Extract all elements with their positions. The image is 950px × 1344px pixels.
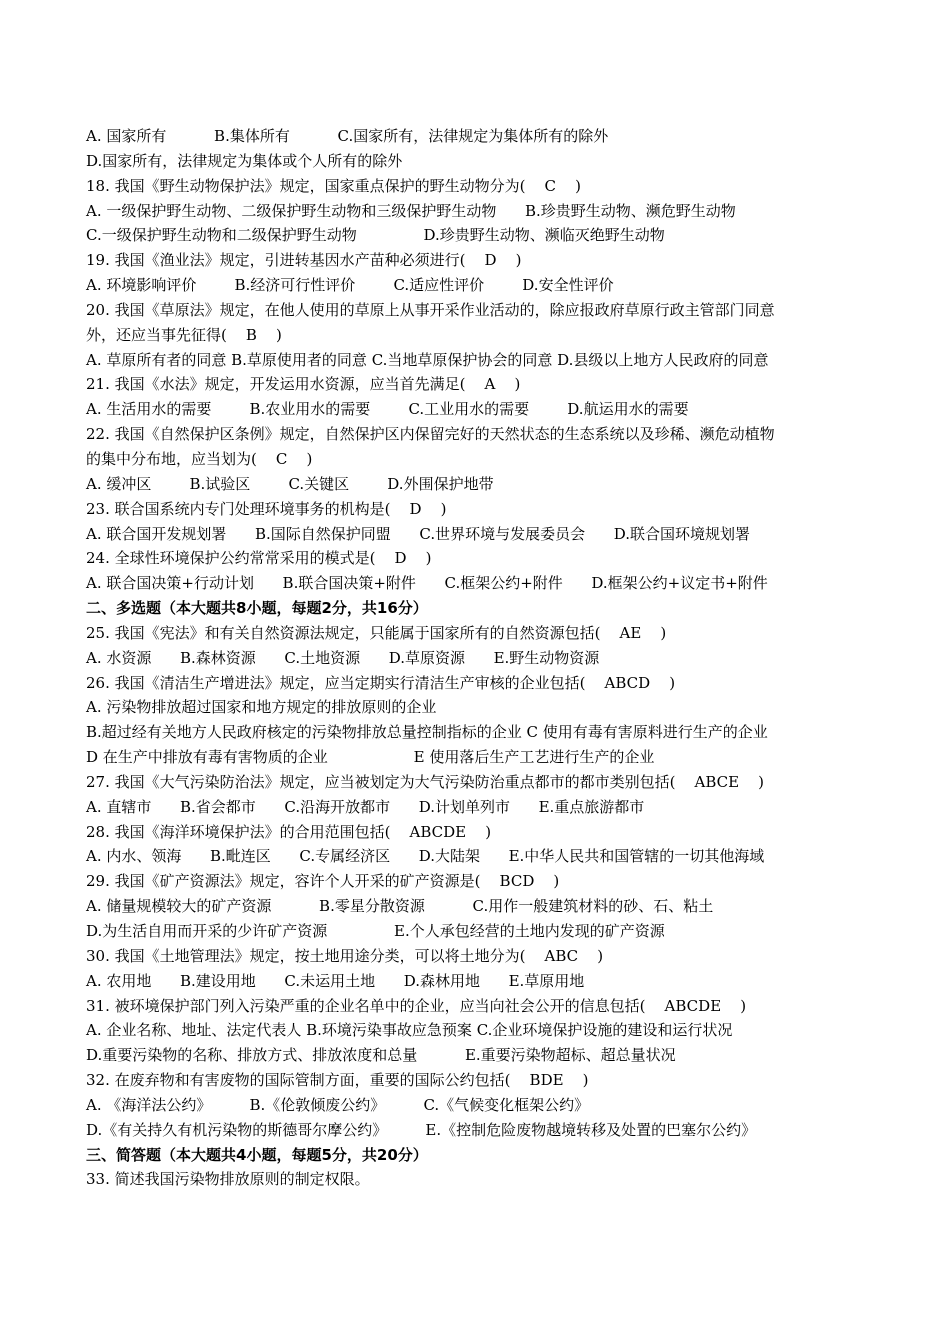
text-line: 的集中分布地，应当划为( C ) <box>86 449 313 468</box>
text-line: A. 水资源 B.森林资源 C.土地资源 D.草原资源 E.野生动物资源 <box>86 648 600 667</box>
text-line: 31. 被环境保护部门列入污染严重的企业名单中的企业，应当向社会公开的信息包括( ABCDE ) <box>86 996 747 1015</box>
text-line: 外，还应当事先征得( B ) <box>86 325 282 344</box>
text-line: A. 储量规模较大的矿产资源 B.零星分散资源 C.用作一般建筑材料的砂、石、粘土 <box>86 897 714 916</box>
text-line: A. 联合国决策+行动计划 B.联合国决策+附件 C.框架公约+附件 D.框架公约+议定书+附件 <box>86 574 768 593</box>
text-line: C.一级保护野生动物和二级保护野生动物 D.珍贵野生动物、濒临灭绝野生动物 <box>86 226 665 245</box>
text-line: 33. 简述我国污染物排放原则的制定权限。 <box>86 1170 370 1189</box>
text-line: 18. 我国《野生动物保护法》规定，国家重点保护的野生动物分为( C ) <box>86 176 581 195</box>
text-line: A. 一级保护野生动物、二级保护野生动物和三级保护野生动物 B.珍贵野生动物、濒危野生动物 <box>86 201 736 220</box>
text-line: A. 《海洋法公约》 B.《伦敦倾废公约》 C.《气候变化框架公约》 <box>86 1095 590 1114</box>
text-line: D 在生产中排放有毒有害物质的企业 E 使用落后生产工艺进行生产的企业 <box>86 748 655 767</box>
section-heading: 二、多选题（本大题共8小题，每题2分，共16分） <box>86 599 428 618</box>
text-line: 28. 我国《海洋环境保护法》的合用范围包括( ABCDE ) <box>86 822 492 841</box>
text-line: A. 国家所有 B.集体所有 C.国家所有，法律规定为集体所有的除外 <box>86 127 609 145</box>
text-line: 29. 我国《矿产资源法》规定，容许个人开采的矿产资源是( BCD ) <box>86 872 560 891</box>
text-line: 22. 我国《自然保护区条例》规定，自然保护区内保留完好的天然状态的生态系统以及珍稀、濒危动植物 <box>86 425 775 444</box>
document-page <box>86 124 866 1192</box>
text-line: 24. 全球性环境保护公约常常采用的模式是( D ) <box>86 549 432 568</box>
text-line: D.国家所有，法律规定为集体或个人所有的除外 <box>86 151 403 170</box>
text-line: 23. 联合国系统内专门处理环境事务的机构是( D ) <box>86 499 447 518</box>
text-line: D.为生活自用而开采的少许矿产资源 E.个人承包经营的土地内发现的矿产资源 <box>86 922 665 940</box>
text-line: A. 草原所有者的同意 B.草原使用者的同意 C.当地草原保护协会的同意 D.县级以上地方人民政府的同意 <box>86 350 769 369</box>
text-line: A. 企业名称、地址、法定代表人 B.环境污染事故应急预案 C.企业环境保护设施的建设和运行状况 <box>86 1021 733 1040</box>
text-line: A. 环境影响评价 B.经济可行性评价 C.适应性评价 D.安全性评价 <box>86 276 614 295</box>
text-line: A. 污染物排放超过国家和地方规定的排放原则的企业 <box>86 698 437 717</box>
text-line: 19. 我国《渔业法》规定，引进转基因水产苗种必须进行( D ) <box>86 251 522 270</box>
text-line: A. 联合国开发规划署 B.国际自然保护同盟 C.世界环境与发展委员会 D.联合国环境规划署 <box>86 524 750 543</box>
text-line: 32. 在废弃物和有害废物的国际管制方面，重要的国际公约包括( BDE ) <box>86 1071 589 1090</box>
text-line: A. 缓冲区 B.试验区 C.关键区 D.外围保护地带 <box>86 474 494 493</box>
text-line: 20. 我国《草原法》规定，在他人使用的草原上从事开采作业活动的，除应报政府草原行政主管部门同意 <box>86 300 775 319</box>
text-line: 21. 我国《水法》规定，开发运用水资源，应当首先满足( A ) <box>86 375 521 394</box>
text-line: A. 生活用水的需要 B.农业用水的需要 C.工业用水的需要 D.航运用水的需要 <box>86 400 689 419</box>
section-heading: 三、简答题（本大题共4小题，每题5分，共20分） <box>86 1145 428 1164</box>
text-line: 26. 我国《清洁生产增进法》规定，应当定期实行清洁生产审核的企业包括( ABCD ) <box>86 673 676 692</box>
text-line: A. 直辖市 B.省会都市 C.沿海开放都市 D.计划单列市 E.重点旅游都市 <box>86 797 645 816</box>
text-line: D.重要污染物的名称、排放方式、排放浓度和总量 E.重要污染物超标、超总量状况 <box>86 1046 676 1065</box>
text-line: D.《有关持久有机污染物的斯德哥尔摩公约》 E.《控制危险废物越境转移及处置的巴塞尔公约》 <box>86 1120 757 1139</box>
text-line: A. 内水、领海 B.毗连区 C.专属经济区 D.大陆架 E.中华人民共和国管辖的一切其他海域 <box>86 847 765 866</box>
text-line: B.超过经有关地方人民政府核定的污染物排放总量控制指标的企业 C 使用有毒有害原料进行生产的企业 <box>86 723 768 742</box>
text-line: 30. 我国《土地管理法》规定，按土地用途分类，可以将土地分为( ABC ) <box>86 946 604 965</box>
text-line: 27. 我国《大气污染防治法》规定，应当被划定为大气污染防治重点都市的都市类别包括( ABCE ) <box>86 772 765 791</box>
text-line: 25. 我国《宪法》和有关自然资源法规定，只能属于国家所有的自然资源包括( AE ) <box>86 623 667 642</box>
text-line: A. 农用地 B.建设用地 C.未运用土地 D.森林用地 E.草原用地 <box>86 971 585 990</box>
